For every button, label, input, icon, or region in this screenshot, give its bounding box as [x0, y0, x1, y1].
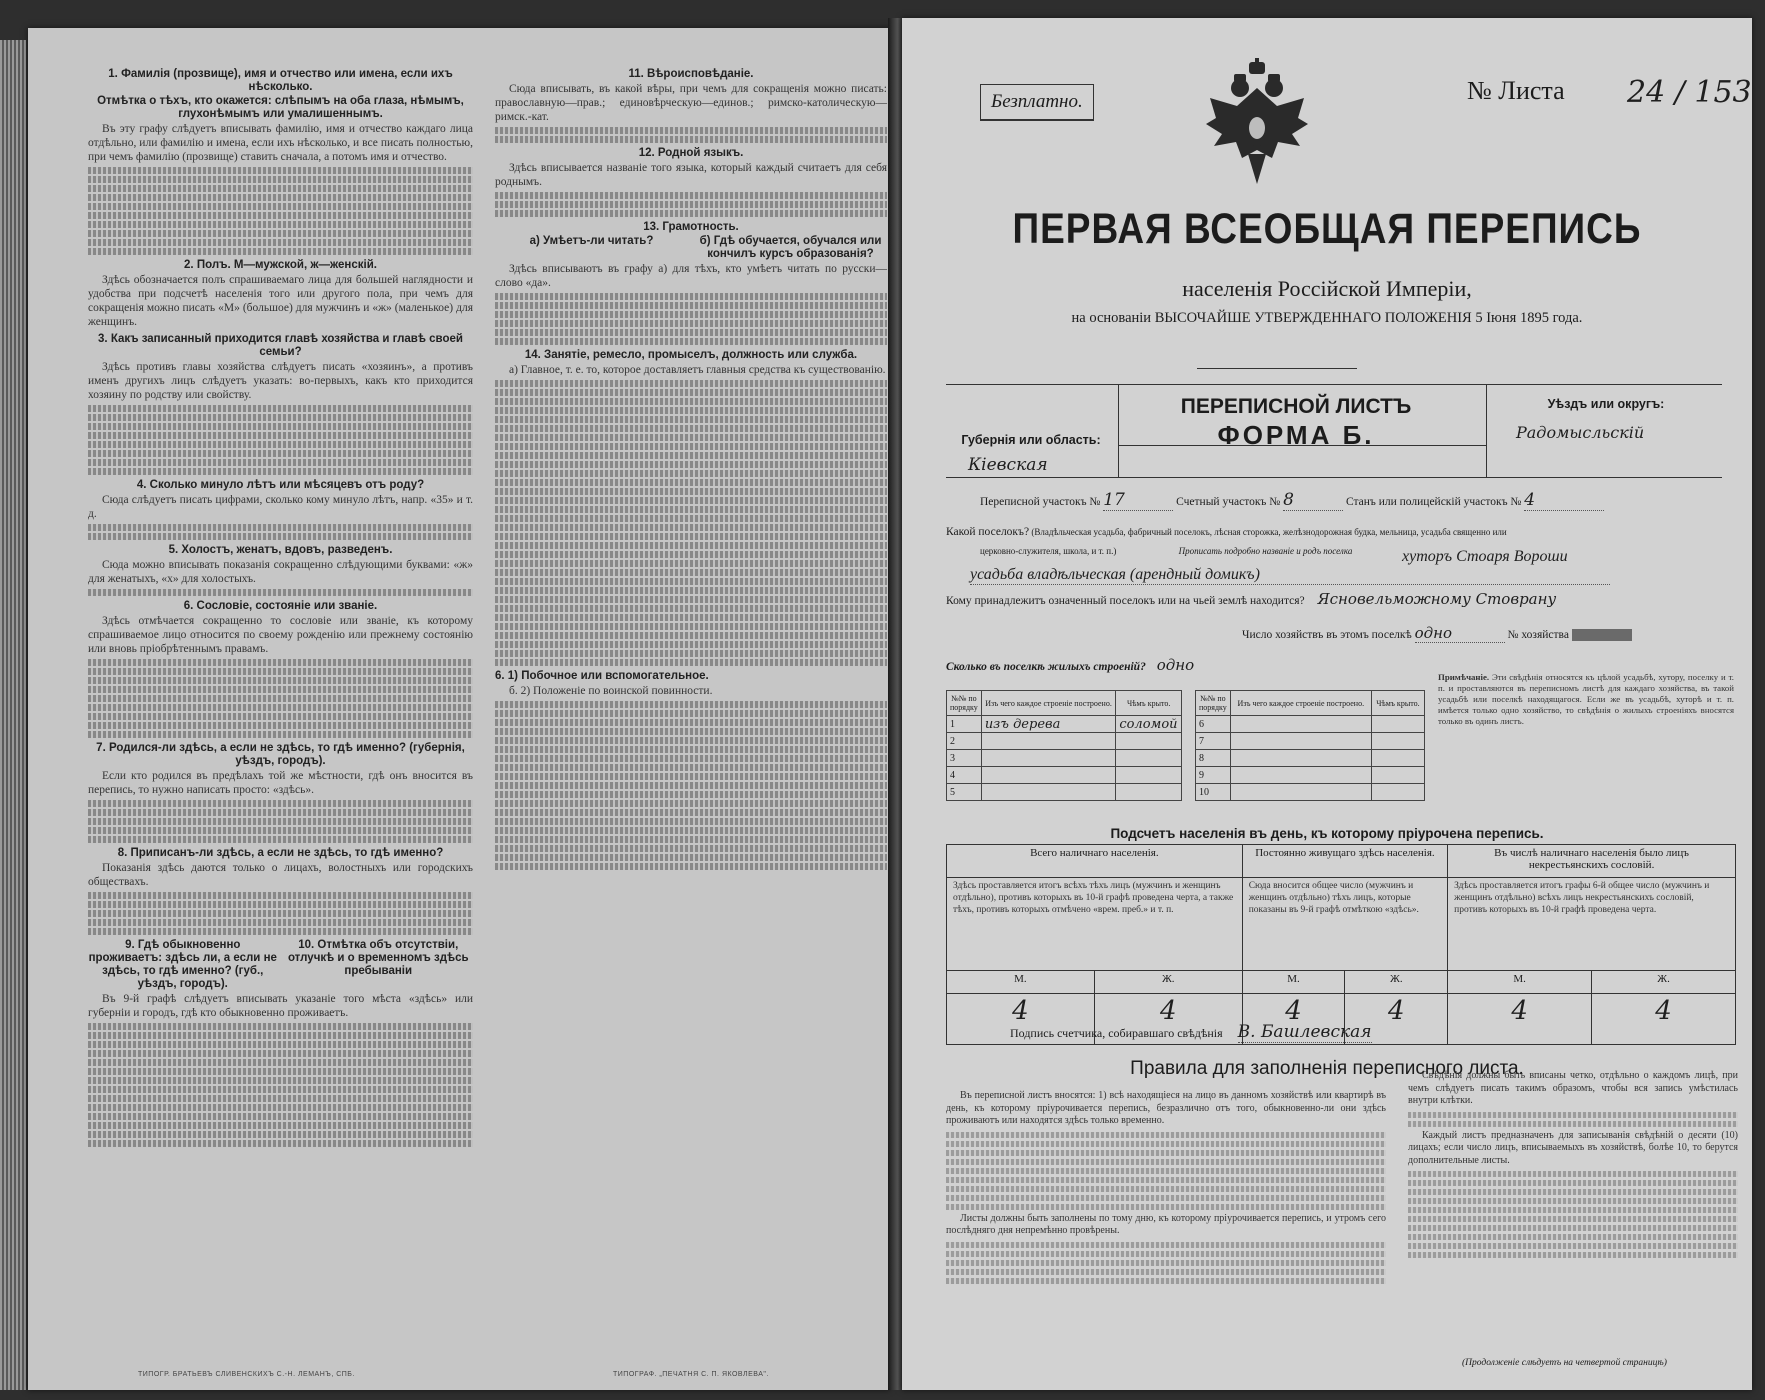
col-number: №№ по порядку	[1196, 691, 1231, 716]
section-8	[88, 847, 473, 935]
rules-column-2	[1408, 1070, 1738, 1261]
section-heading: 6. Сословіе, состояніе или званіе.	[183, 600, 378, 612]
rule-paragraph: Каждый листъ предназначенъ для записыванія свѣдѣній о десяти (10) лицахъ; если число лицъ, вписываемыхъ въ хозяйствѣ, болѣе 10, то берутся дополнительные листы.	[1408, 1129, 1738, 1166]
resident-male-count: 4	[1242, 994, 1345, 1045]
section-heading: 2. Полъ. М—мужской, ж—женскій.	[184, 259, 377, 271]
settlement-line	[946, 526, 1507, 538]
note-title: Примѣчаніе.	[1438, 672, 1490, 682]
material-cell	[981, 767, 1116, 784]
count-col-present: Всего наличнаго населенія.	[947, 845, 1243, 878]
section-text: Здѣсь противъ главы хозяйства слѣдуетъ писать «хозяинъ», а противъ именъ другихъ лицъ слѣдуетъ указать: во-первыхъ, какъ кто приходится хозяину по родству или свойству.	[88, 361, 473, 401]
census-title: ПЕРВАЯ ВСЕОБЩАЯ ПЕРЕПИСЬ	[1012, 204, 1642, 252]
table-row	[947, 767, 1182, 784]
rules-column-1	[946, 1090, 1386, 1287]
section-text: Здѣсь обозначается полъ спрашиваемаго лица для большей наглядности и удобства при подсчетѣ населенія того или другого пола, при чемъ для сокращенія можно писать «М» (большое) для мужчинъ и «ж» (маленькое) для женщинъ.	[88, 274, 473, 328]
instructions-column-1	[88, 68, 473, 1151]
enumerator-signature: В. Башлевская	[1237, 1022, 1372, 1042]
settlement-label: Какой поселокъ?	[946, 526, 1030, 538]
section-text: Сюда слѣдуетъ писать цифрами, сколько кому минуло лѣтъ, напр. «35» и т. д.	[88, 494, 473, 520]
female-header: Ж.	[1345, 971, 1448, 994]
count-col-resident: Постоянно живущаго здѣсь населенія.	[1242, 845, 1447, 878]
double-headed-eagle-emblem	[1202, 58, 1312, 188]
right-page	[902, 18, 1752, 1390]
section-heading: 12. Родной языкъ.	[638, 147, 744, 159]
households-line	[1242, 624, 1632, 643]
sheet-number-handwritten: 24 / 153	[1627, 75, 1752, 110]
section-text: Здѣсь вписываютъ въ графу а) для тѣхъ, кто умѣетъ читать по русски—слово «да».	[495, 263, 887, 289]
continuation-note: (Продолженіе слѣдуетъ на четвертой страницѣ)	[1462, 1358, 1667, 1368]
count-desc-present: Здѣсь проставляется итогъ всѣхъ тѣхъ лицъ (мужчинъ и женщинъ отдѣльно), противъ которыхъ въ 10-й графѣ проведена черта, а также тѣхъ, противъ которыхъ отмѣчено «врем. преб.» и т. п.	[947, 878, 1243, 971]
household-number-redacted	[1572, 629, 1632, 641]
section-13	[495, 221, 887, 345]
signature-label: Подпись счетчика, собиравшаго свѣдѣнія	[1010, 1026, 1223, 1040]
printer-imprint-left: ТИПОГР. БРАТЬЕВЪ СЛИВЕНСКИХЪ С.-Н. ЛЕМАНЪ, СПБ.	[138, 1371, 355, 1378]
row-number: 2	[947, 733, 982, 750]
section-6	[88, 600, 473, 738]
table-row	[947, 750, 1182, 767]
table-row	[1196, 767, 1425, 784]
section-heading: 7. Родился-ли здѣсь, а если не здѣсь, то гдѣ именно? (губернія, уѣздъ, городъ).	[96, 742, 465, 767]
col-roof: Чѣмъ крыто.	[1371, 691, 1424, 716]
settlement-value-1: хуторъ Стоаря Вороши	[1402, 548, 1568, 565]
settlement-hint: (Владѣльческая усадьба, фабричный поселокъ, лѣсная сторожка, желѣзнодорожная будка, мельница, усадьба священно или	[1031, 527, 1507, 537]
count-desc-non-peasant: Здѣсь проставляется итогъ графы 6-й общее число (мужчинъ и женщинъ отдѣльно) всѣхъ лицъ некрестьянскихъ сословій, противъ которыхъ въ 10-й графѣ проведена черта.	[1448, 878, 1736, 971]
form-title-line-2: ФОРМА Б.	[1217, 420, 1375, 450]
section-heading: 4. Сколько минуло лѣтъ или мѣсяцевъ отъ роду?	[136, 479, 425, 491]
rule-paragraph: Свѣдѣнія должны быть вписаны четко, отдѣльно о каждомъ лицѣ, при чемъ слѣдуетъ писать такимъ образомъ, чтобы вся запись умѣстилась внутри клѣтки.	[1408, 1070, 1738, 1106]
section-text: Показанія здѣсь даются только о лицахъ, волостныхъ или городскихъ обществахъ.	[88, 862, 473, 888]
free-of-charge-stamp: Безплатно.	[980, 84, 1094, 121]
uezd-value: Радомысльскій	[1516, 423, 1645, 442]
section-heading: 9. Гдѣ обыкновенно проживаетъ: здѣсь ли, а если не здѣсь, то гдѣ именно? (губ., уѣздъ, городъ).	[88, 939, 277, 990]
section-7	[88, 742, 473, 843]
section-text: Сюда можно вписывать показанія сокращенно слѣдующими буквами: «ж» для женатыхъ, «х» для холостыхъ.	[88, 559, 473, 585]
section-14-b	[495, 670, 887, 870]
non-peasant-female-count: 4	[1592, 994, 1736, 1045]
col-material: Изъ чего каждое строеніе построено.	[981, 691, 1116, 716]
row-number: 1	[947, 716, 982, 733]
form-title	[1146, 393, 1446, 449]
divider	[1197, 368, 1357, 369]
male-header: М.	[1448, 971, 1592, 994]
table-row	[1196, 750, 1425, 767]
non-peasant-male-count: 4	[1448, 994, 1592, 1045]
table-row	[947, 716, 1182, 733]
roof-cell: соломой	[1116, 716, 1182, 733]
row-number: 9	[1196, 767, 1231, 784]
col-roof: Чѣмъ крыто.	[1116, 691, 1182, 716]
roof-cell	[1116, 733, 1182, 750]
section-heading-b: б) Гдѣ обучается, обучался или кончилъ курсъ образованія?	[699, 235, 882, 260]
note-text: Эти свѣдѣнія относятся къ цѣлой усадьбѣ, хутору, поселку и т. п. и проставляются въ переписномъ листѣ для каждаго хозяйства, въ такой усадьбѣ или поселкѣ находящагося. Если же въ усадьбѣ, хуторѣ и т. п. имѣется только одно хозяйство, то свѣдѣнія о жилыхъ строеніяхъ вносятся только въ одинъ листъ.	[1438, 672, 1735, 726]
material-cell	[981, 784, 1116, 801]
stacked-page-edges	[0, 40, 26, 1390]
material-cell	[981, 750, 1116, 767]
census-district-label: Переписной участокъ №	[980, 496, 1101, 508]
buildings-line	[946, 656, 1194, 674]
uezd-label: Уѣздъ или округъ:	[1547, 397, 1665, 411]
row-number: 4	[947, 767, 982, 784]
section-text: Въ 9-й графѣ слѣдуетъ вписывать указаніе того мѣста «здѣсь» или губерніи и городъ, гдѣ кто обыкновенно проживаетъ.	[88, 993, 473, 1019]
count-desc-resident: Сюда вносится общее число (мужчинъ и женщинъ отдѣльно) тѣхъ лицъ, которые показаны въ 9-й графѣ отмѣткою «здѣсь».	[1242, 878, 1447, 971]
districts-line	[980, 490, 1604, 511]
population-count-table	[946, 844, 1736, 1045]
section-heading: 6. 1) Побочное или вспомогательное.	[495, 670, 709, 682]
material-cell	[981, 733, 1116, 750]
section-text: а) Главное, т. е. то, которое доставляетъ главныя средства къ существованію.	[509, 364, 886, 376]
col-material: Изъ чего каждое строеніе построено.	[1230, 691, 1371, 716]
section-12	[495, 147, 887, 217]
section-heading: 8. Приписанъ-ли здѣсь, а если не здѣсь, то гдѣ именно?	[117, 847, 444, 859]
rule-paragraph: Листы должны быть заполнены по тому дню, къ которому пріурочивается перепись, и утромъ сего послѣдняго дня непремѣнно провѣрены.	[946, 1212, 1386, 1236]
owner-label: Кому принадлежитъ означенный поселокъ или на чьей землѣ находится?	[946, 595, 1305, 607]
rules-title: Правила для заполненія переписного листа.	[1130, 1058, 1524, 1079]
section-9-10	[88, 939, 473, 1147]
guberniya-label: Губернія или область:	[961, 433, 1101, 447]
male-header: М.	[1242, 971, 1345, 994]
table-row	[1196, 784, 1425, 801]
left-page	[28, 28, 890, 1390]
present-female-count: 4	[1094, 994, 1242, 1045]
row-number: 8	[1196, 750, 1231, 767]
houses-table-1	[946, 690, 1182, 801]
section-3	[88, 333, 473, 475]
form-title-line-1: ПЕРЕПИСНОЙ ЛИСТЪ	[1180, 395, 1412, 418]
census-subtitle: населенія Россійской Имперіи,	[1182, 276, 1472, 301]
form-header	[946, 384, 1722, 478]
present-male-count: 4	[947, 994, 1095, 1045]
buildings-value: одно	[1156, 656, 1195, 674]
settlement-hint-2: церковно-служителя, школа, и т. п.)	[980, 546, 1117, 556]
section-heading: 3. Какъ записанный приходится главѣ хозяйства и главѣ своей семьи?	[98, 333, 463, 358]
section-text: Если кто родился въ предѣлахъ той же мѣстности, гдѣ онъ вносится въ перепись, то нужно написать просто: «здѣсь».	[88, 770, 473, 796]
sheet-number-label: № Листа	[1467, 76, 1565, 105]
owner-line	[946, 590, 1556, 608]
section-11	[495, 68, 887, 143]
buildings-label: Сколько въ поселкѣ жилыхъ строеній?	[946, 661, 1146, 673]
section-text: Въ эту графу слѣдуетъ вписывать фамилію, имя и отчество каждаго лица отдѣльно, или фамилію и имена, если ихъ нѣсколько, и все писать полностью, при чемъ фамилію (прозвище) ставить сначала, а потомъ имя и отчество.	[88, 123, 473, 163]
male-header: М.	[947, 971, 1095, 994]
settlement-hint-3: Прописать подробно названіе и родъ поселка	[1178, 546, 1353, 556]
section-heading: 1. Фамилія (прозвище), имя и отчество или имена, если ихъ нѣсколько.	[108, 68, 453, 93]
settlement-line-2	[980, 546, 1352, 556]
section-heading-b: 10. Отмѣтка объ отсутствіи, отлучкѣ и о временномъ здѣсь пребываніи	[287, 939, 469, 977]
count-col-non-peasant: Въ числѣ наличнаго населенія было лицъ некрестьянскихъ сословій.	[1448, 845, 1736, 878]
section-text: б. 2) Положеніе по воинской повинности.	[509, 685, 713, 697]
legal-basis: на основаніи ВЫСОЧАЙШЕ УТВЕРЖДЕННАГО ПОЛОЖЕНІЯ 5 Іюня 1895 года.	[1071, 310, 1583, 326]
households-value: одно	[1415, 624, 1505, 643]
note	[1438, 672, 1734, 727]
female-header: Ж.	[1094, 971, 1242, 994]
printer-imprint-right: ТИПОГРАФ. „ПЕЧАТНЯ С. П. ЯКОВЛЕВА".	[613, 1371, 769, 1378]
section-14	[495, 349, 887, 666]
section-text: Здѣсь вписывается названіе того языка, который каждый считаетъ для себя роднымъ.	[495, 162, 887, 188]
female-header: Ж.	[1592, 971, 1736, 994]
section-heading: 14. Занятіе, ремесло, промыселъ, должность или служба.	[524, 349, 858, 361]
material-cell: изъ дерева	[981, 716, 1116, 733]
section-5	[88, 544, 473, 596]
col-number: №№ по порядку	[947, 691, 982, 716]
household-number-label: № хозяйства	[1507, 629, 1569, 641]
section-subheading: Отмѣтка о тѣхъ, кто окажется: слѣпымъ на оба глаза, нѣмымъ, глухонѣмымъ или умалишеннымъ.	[97, 95, 464, 120]
roof-cell	[1116, 784, 1182, 801]
section-text: Здѣсь отмѣчается сокращенно то сословіе или званіе, къ которому спрашиваемое лицо относится по своему рожденію или прежнему состоянію или вновь пріобрѣтеннымъ правамъ.	[88, 615, 473, 655]
owner-value: Ясновельможному Стоврану	[1317, 590, 1557, 608]
table-row	[947, 784, 1182, 801]
section-2	[88, 259, 473, 329]
section-text: Сюда вписывать, въ какой вѣры, при чемъ для сокращенія можно писать: православную—прав.; единовѣрческую—единов.; римско-католическую—римск.-кат.	[495, 83, 887, 123]
count-district-label: Счетный участокъ №	[1176, 496, 1281, 508]
rule-paragraph: Въ переписной листъ вносятся: 1) всѣ находящіеся на лицо въ данномъ хозяйствѣ или квартирѣ въ день, къ которому пріурочивается перепись, безразлично отъ того, обыкновенно-ли они здѣсь проживаютъ или находятся здѣсь только временно.	[946, 1090, 1386, 1126]
section-heading: 5. Холостъ, женатъ, вдовъ, разведенъ.	[168, 544, 393, 556]
row-number: 5	[947, 784, 982, 801]
table-row	[1196, 716, 1425, 733]
table-row	[947, 733, 1182, 750]
section-heading-a: а) Умѣетъ-ли читать?	[529, 235, 654, 247]
instructions-column-2	[495, 68, 887, 874]
section-4	[88, 479, 473, 540]
row-number: 7	[1196, 733, 1231, 750]
section-heading: 13. Грамотность.	[643, 221, 739, 233]
row-number: 6	[1196, 716, 1231, 733]
population-count-title: Подсчетъ населенія въ день, къ которому пріурочена перепись.	[1110, 826, 1544, 841]
count-district-value: 8	[1283, 490, 1343, 511]
roof-cell	[1116, 750, 1182, 767]
settlement-value-2: усадьба владѣльческая (арендный домикъ)	[970, 566, 1610, 585]
roof-cell	[1116, 767, 1182, 784]
table-row	[1196, 733, 1425, 750]
households-label: Число хозяйствъ въ этомъ поселкѣ	[1242, 629, 1412, 641]
signature-line	[1010, 1022, 1372, 1042]
census-district-value: 17	[1103, 490, 1173, 511]
guberniya-value: Кіевская	[968, 455, 1048, 475]
section-heading: 11. Вѣроисповѣданіе.	[628, 68, 754, 80]
resident-female-count: 4	[1345, 994, 1448, 1045]
row-number: 3	[947, 750, 982, 767]
houses-table-2	[1195, 690, 1425, 801]
stan-label: Станъ или полицейскій участокъ №	[1345, 496, 1522, 508]
row-number: 10	[1196, 784, 1231, 801]
section-1	[88, 68, 473, 255]
stan-value: 4	[1524, 490, 1604, 511]
